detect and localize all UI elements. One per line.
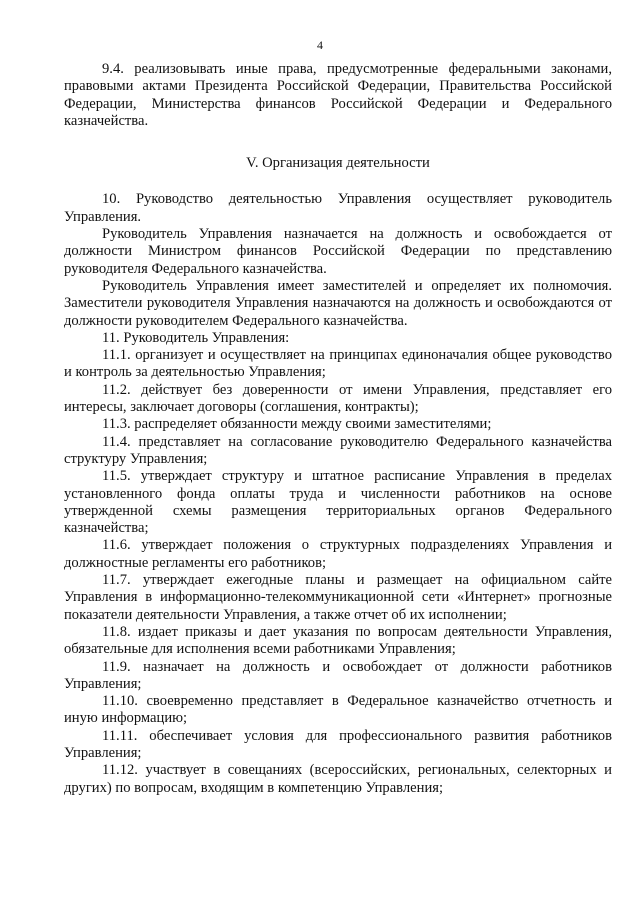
paragraph-11-7: 11.7. утверждает ежегодные планы и размещает на официальном сайте Управления в информационно-телекоммуникационной сети «Интернет» прогнозные показатели деятельности Управления, а также отчет об их исполнении; <box>64 572 612 623</box>
paragraph-9-4: 9.4. реализовывать иные права, предусмотренные федеральными законами, правовыми актами Президента Российской Федерации, Правительства Российской Федерации, Министерства финансов Российской Федерации и Федерального казначейства. <box>64 61 612 129</box>
paragraph-11-6: 11.6. утверждает положения о структурных подразделениях Управления и должностные регламенты его работников; <box>64 537 612 571</box>
page-number: 4 <box>317 38 323 52</box>
paragraph-11-4: 11.4. представляет на согласование руководителю Федерального казначейства структуру Управления; <box>64 433 612 467</box>
paragraph-11-9: 11.9. назначает на должность и освобождает от должности работников Управления; <box>64 658 612 692</box>
paragraph-11-2: 11.2. действует без доверенности от имени Управления, представляет его интересы, заключает договоры (соглашения, контракты); <box>64 381 612 416</box>
document-body <box>64 61 612 797</box>
paragraph-11-12: 11.12. участвует в совещаниях (всероссийских, региональных, селекторных и других) по вопросам, входящим в компетенцию Управления; <box>64 762 612 796</box>
paragraph-11-8: 11.8. издает приказы и дает указания по вопросам деятельности Управления, обязательные для исполнения всеми работниками Управления; <box>64 623 612 658</box>
section-heading: V. Организация деятельности <box>246 155 430 172</box>
paragraph-11-5: 11.5. утверждает структуру и штатное расписание Управления в пределах установленного фонда оплаты труда и численности работников на основе утвержденной схемы размещения территориальных органов Федерального казначейства; <box>64 468 612 537</box>
paragraph-11-10: 11.10. своевременно представляет в Федеральное казначейство отчетность и иную информацию; <box>64 693 612 727</box>
paragraph-10: 10. Руководство деятельностью Управления осуществляет руководитель Управления. <box>64 191 612 225</box>
paragraph-11-1: 11.1. организует и осуществляет на принципах единоначалия общее руководство и контроль за деятельностью Управления; <box>64 347 612 381</box>
paragraph-11-11: 11.11. обеспечивает условия для профессионального развития работников Управления; <box>64 727 612 761</box>
paragraph-10-appointment: Руководитель Управления назначается на должность и освобождается от должности Министром финансов Российской Федерации по представлению руководителя Федерального казначейства. <box>64 226 612 277</box>
paragraph-10-deputies: Руководитель Управления имеет заместителей и определяет их полномочия. Заместители руководителя Управления назначаются на должность и освобождаются от должности руководителем Федерального казначейства. <box>64 277 612 329</box>
paragraph-11: 11. Руководитель Управления: <box>102 329 290 346</box>
paragraph-11-3: 11.3. распределяет обязанности между своими заместителями; <box>102 416 492 433</box>
